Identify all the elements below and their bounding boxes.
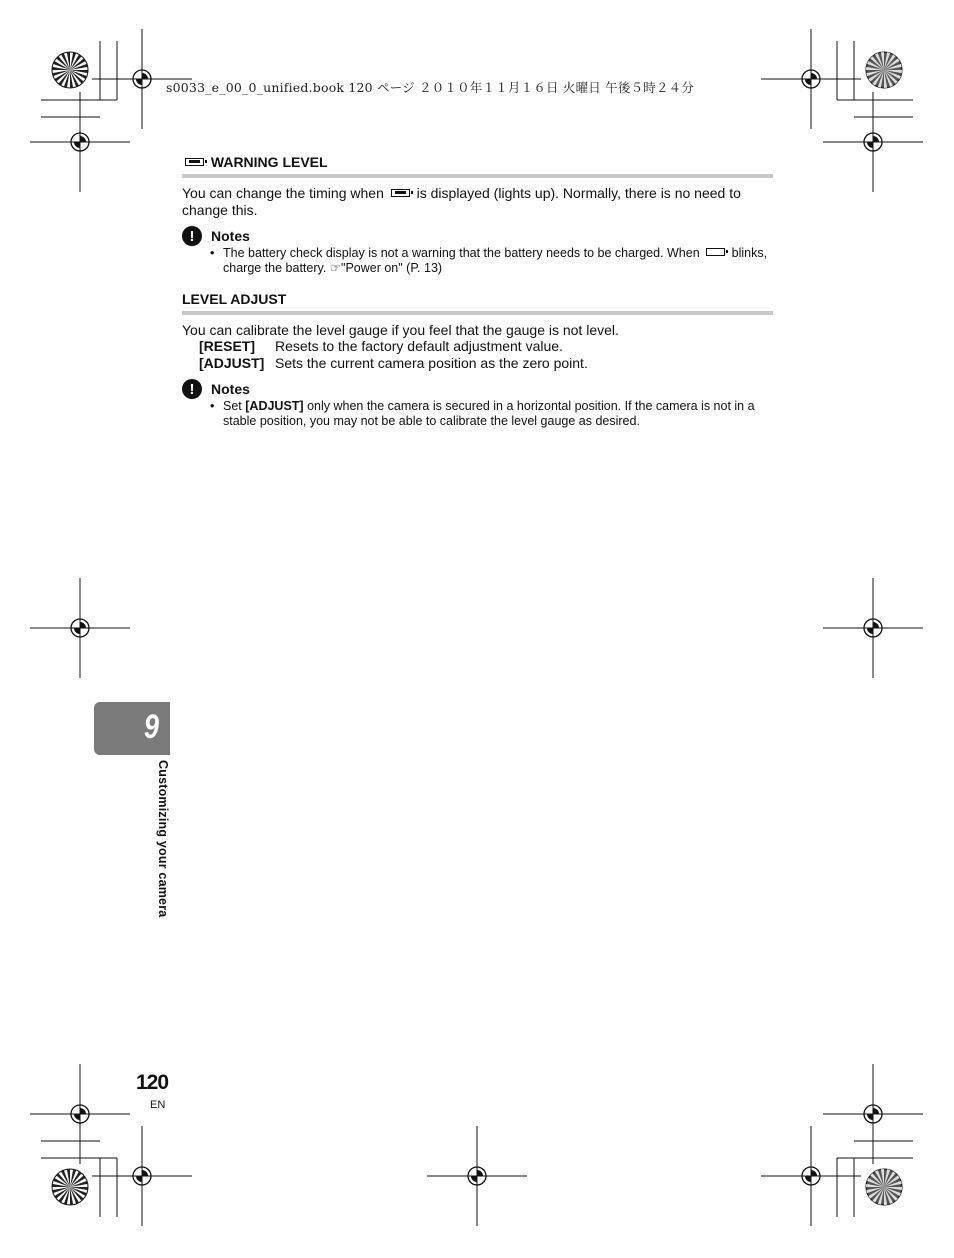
registration-mark-icon (823, 578, 923, 678)
warning-level-title: WARNING LEVEL (210, 154, 328, 170)
notes-header (182, 379, 250, 399)
option-description: Resets to the factory default adjustment value. (275, 338, 563, 354)
option-key: [RESET] (199, 338, 255, 354)
warning-level-heading (182, 154, 328, 170)
battery-icon (185, 158, 204, 166)
starburst-target-icon (52, 1169, 88, 1205)
option-description: Sets the current camera position as the zero point. (275, 355, 588, 371)
note-text-cont: only when the camera is secured in a horizontal position. If the camera is not in a stable position, you may not be able to calibrate the level gauge as desired. (223, 399, 755, 428)
notes-label: Notes (211, 381, 250, 397)
body-text-end: is displayed (lights up). Normally, there is no need to change this. (182, 185, 741, 218)
battery-icon (391, 189, 410, 197)
note-item (210, 246, 775, 276)
page-number: 120 (136, 1071, 169, 1094)
print-header: s0033_e_00_0_unified.book 120 ページ ２０１０年１１月１６日 火曜日 午後５時２４分 (166, 80, 695, 95)
note-text: The battery check display is not a warning that the battery needs to be charged. When (223, 246, 700, 260)
registration-mark-icon (30, 1064, 130, 1164)
page-language: EN (150, 1099, 166, 1111)
chapter-number: 9 (143, 708, 160, 746)
starburst-target-icon (866, 52, 902, 88)
registration-mark-icon (92, 1126, 192, 1226)
exclamation-icon: ! (182, 379, 202, 399)
bullet: • (210, 246, 215, 260)
registration-mark-icon (761, 29, 861, 129)
page-reference: "Power on" (P. 13) (341, 261, 443, 275)
registration-mark-icon (823, 92, 923, 192)
note-bold-term: [ADJUST] (245, 399, 304, 413)
battery-icon (706, 248, 725, 256)
registration-mark-icon (823, 1064, 923, 1164)
registration-mark-icon (30, 92, 130, 192)
option-row-reset (199, 338, 563, 354)
notes-label: Notes (211, 228, 250, 244)
option-key: [ADJUST] (199, 355, 265, 371)
starburst-target-icon (52, 52, 88, 88)
starburst-target-icon (866, 1169, 902, 1205)
option-row-adjust (199, 355, 588, 371)
warning-level-body (182, 185, 772, 219)
note-text: Set (223, 399, 242, 413)
section-divider (182, 174, 773, 178)
note-text-cont: blinks, charge the battery. (223, 246, 768, 275)
body-text-start: You can change the timing when (182, 185, 384, 201)
chapter-label: Customizing your camera (156, 760, 170, 918)
registration-mark-icon (427, 1126, 527, 1226)
exclamation-icon: ! (182, 226, 202, 246)
level-adjust-heading: LEVEL ADJUST (182, 291, 287, 307)
pointing-hand-icon: ☞ (329, 261, 342, 275)
registration-mark-icon (30, 578, 130, 678)
bullet: • (210, 399, 215, 413)
registration-mark-icon (761, 1126, 861, 1226)
level-adjust-body: You can calibrate the level gauge if you feel that the gauge is not level. (182, 322, 619, 338)
note-item (210, 399, 775, 429)
starburst-targets (52, 52, 902, 1205)
notes-header (182, 226, 250, 246)
section-divider (182, 311, 773, 315)
